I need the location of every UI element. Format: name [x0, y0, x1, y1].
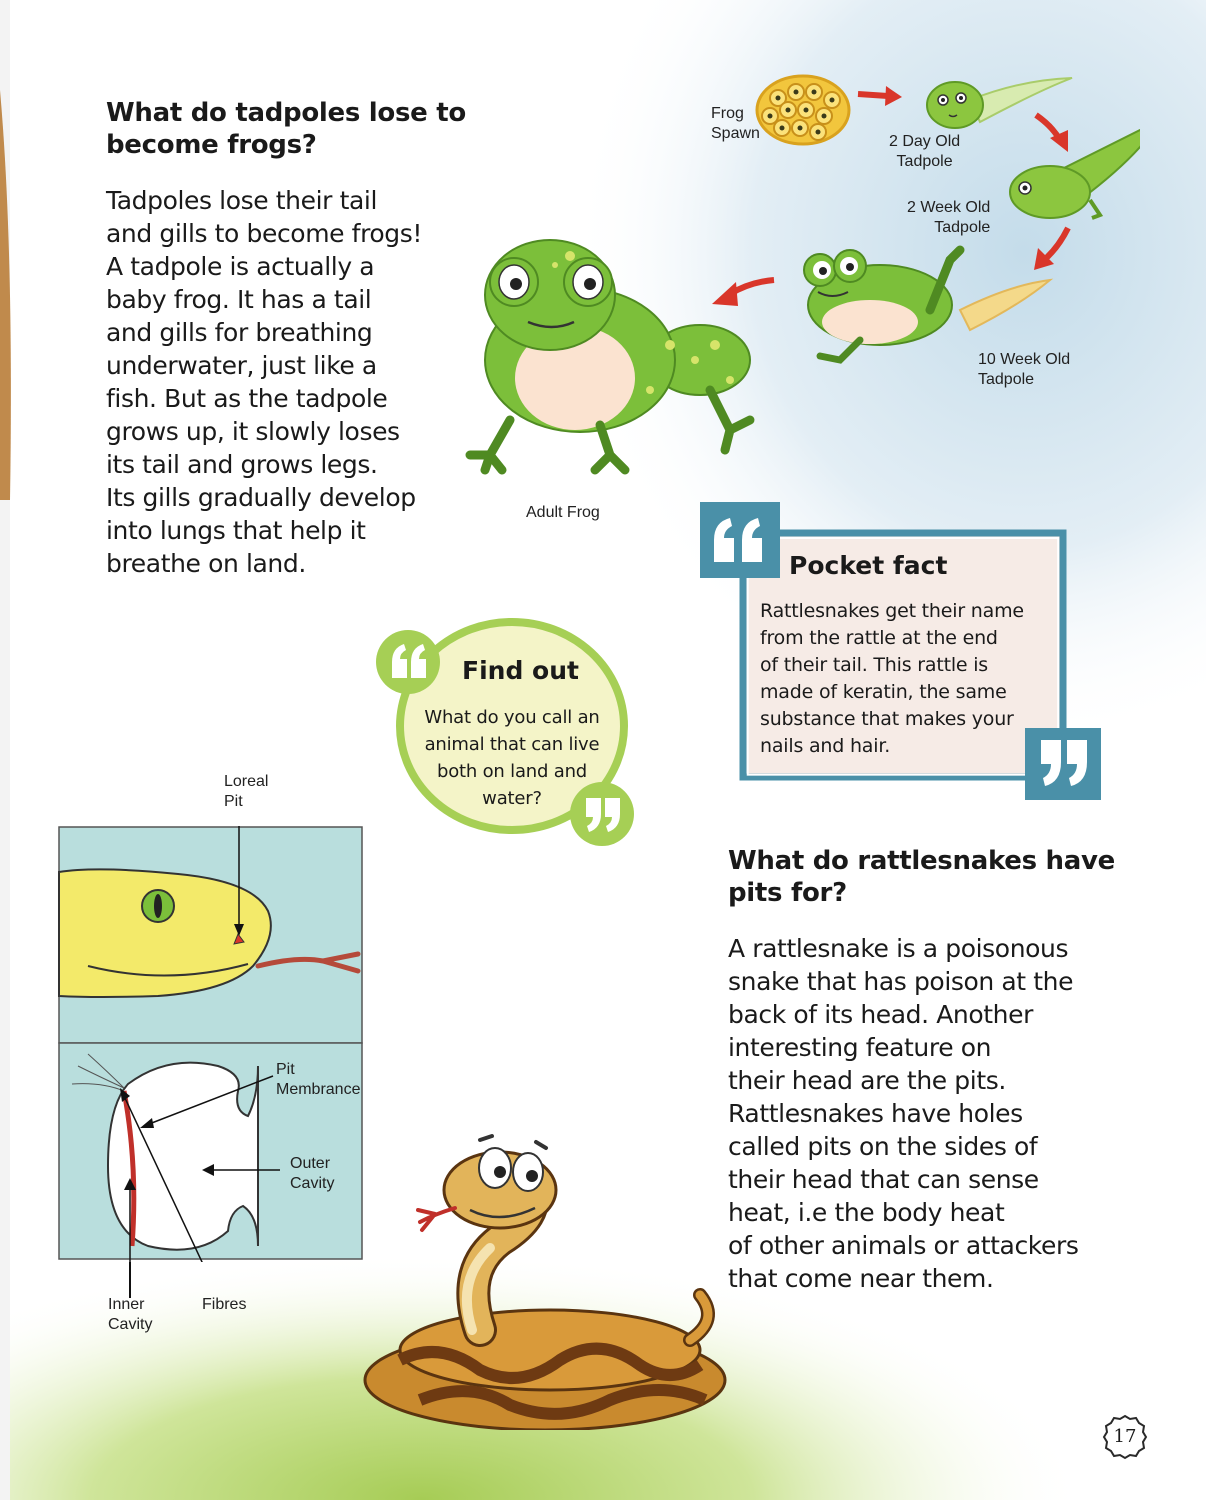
pit-membrane-label: Pit Membrance — [276, 1061, 361, 1098]
loreal-pit-label: Loreal Pit — [224, 773, 269, 810]
tadpole-heading: What do tadpoles lose to become frogs? — [106, 98, 466, 160]
inner-cavity-label: Inner Cavity — [108, 1296, 153, 1333]
tadpole-10-week-icon — [804, 250, 1050, 360]
adult-frog-label: Adult Frog — [526, 504, 600, 521]
pit-diagram — [58, 826, 364, 1262]
pocket-fact-text: Rattlesnakes get their name from the rattle at the end of their tail. This rattle is made of keratin, the same substance that makes your nails and hair. — [760, 600, 1024, 757]
fibres-label: Fibres — [202, 1296, 247, 1313]
arrow-icon — [858, 94, 888, 96]
rattlesnake-icon — [365, 1136, 725, 1430]
frog-life-cycle-illustration — [440, 60, 1140, 480]
rattlesnake-heading: What do rattlesnakes have pits for? — [728, 846, 1115, 908]
tadpole-2-week-icon — [1010, 120, 1140, 218]
find-out-title: Find out — [462, 656, 579, 685]
rattlesnake-illustration — [360, 1130, 740, 1430]
two-week-tadpole-label: 2 Week Old Tadpole — [907, 199, 991, 236]
page-number: 17 — [1113, 1426, 1137, 1447]
ten-week-tadpole-label: 10 Week Old Tadpole — [978, 351, 1071, 388]
rattlesnake-body: A rattlesnake is a poisonous snake that has poison at the back of its head. Another interesting feature on their head are the pits. Rattlesnakes have holes called pits on the sides of their head that can sense heat, i.e the body heat of other animals or attackers that come near them. — [728, 934, 1079, 1293]
tadpole-2-day-icon — [927, 78, 1072, 128]
find-out-text: What do you call an animal that can live both on land and water? — [424, 707, 600, 809]
two-day-tadpole-label: 2 Day Old Tadpole — [889, 133, 961, 170]
tadpole-body: Tadpoles lose their tail and gills to become frogs! A tadpole is actually a baby frog. It has a tail and gills for breathing underwater, just like a fish. But as the tadpole grows up, it slowly loses its tail and grows legs. Its gills gradually develop into lungs that help it breathe on land. — [106, 186, 423, 578]
frog-spawn-icon — [757, 76, 849, 144]
pocket-fact-title: Pocket fact — [789, 551, 948, 580]
pointer-line — [129, 1262, 131, 1298]
outer-cavity-label: Outer Cavity — [290, 1155, 335, 1192]
open-quote-icon — [376, 630, 440, 694]
frog-spawn-label: Frog Spawn — [711, 105, 760, 142]
adult-frog-icon — [470, 240, 750, 470]
open-quote-icon — [700, 502, 780, 578]
arrow-icon — [1044, 228, 1068, 260]
